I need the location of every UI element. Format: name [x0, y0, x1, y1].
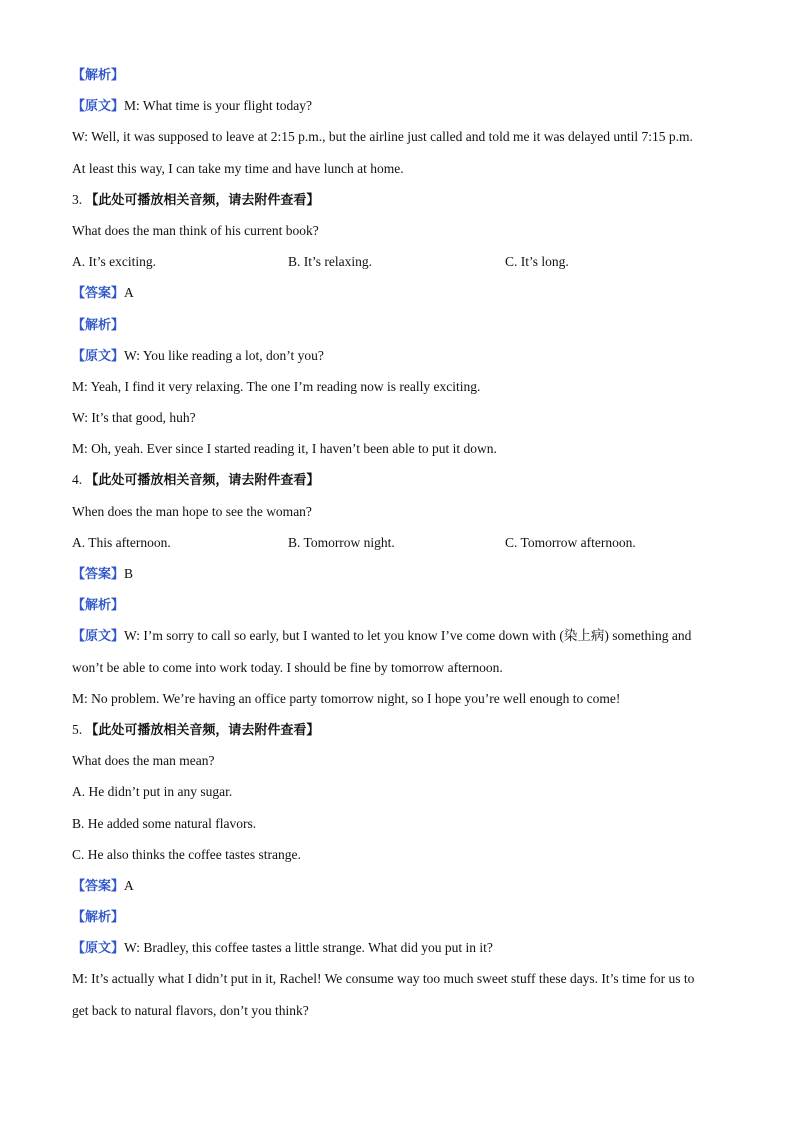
analysis-tag: 【解析】 — [72, 68, 125, 83]
option-text: B. He added some natural flavors. — [72, 815, 257, 831]
option-b — [72, 813, 732, 844]
transcript-tag: 【原文】 — [72, 348, 125, 364]
analysis-heading — [72, 64, 732, 95]
question-number: 3. — [72, 191, 83, 207]
transcript-text: won’t be able to come into work today. I should be fine by tomorrow afternoon. — [72, 659, 503, 675]
question-text — [72, 501, 732, 532]
option-a — [72, 781, 732, 812]
transcript-line — [72, 95, 732, 126]
analysis-tag: 【解析】 — [72, 317, 125, 333]
answer-line — [72, 282, 732, 313]
answer-value: A — [124, 285, 134, 301]
transcript-text: W: I’m sorry to call so early, but I wanted to let you know I’ve come down with (染上病) something and — [124, 628, 692, 644]
answer-value: A — [124, 877, 134, 893]
analysis-tag: 【解析】 — [72, 910, 125, 926]
audio-note: 【此处可播放相关音频，请去附件查看】 — [85, 192, 320, 208]
transcript-line — [72, 657, 732, 688]
answer-line — [72, 875, 732, 906]
question-stem: When does the man hope to see the woman? — [72, 503, 312, 519]
question-stem: What does the man mean? — [72, 753, 215, 769]
document-page — [72, 64, 732, 1031]
question-header — [72, 469, 732, 500]
transcript-text: get back to natural flavors, don’t you think? — [72, 1002, 309, 1018]
transcript-text: M: What time is your flight today? — [124, 98, 312, 114]
option-c — [72, 844, 732, 875]
transcript-line — [72, 625, 732, 656]
analysis-heading — [72, 314, 732, 345]
transcript-line — [72, 376, 732, 407]
question-header — [72, 719, 732, 750]
transcript-tag: 【原文】 — [72, 629, 125, 645]
transcript-line — [72, 968, 732, 999]
transcript-text: At least this way, I can take my time and have lunch at home. — [72, 160, 404, 176]
transcript-text: W: Well, it was supposed to leave at 2:15 p.m., but the airline just called and told me it was delayed until 7:15 p.m. — [72, 129, 693, 145]
transcript-line — [72, 126, 732, 157]
transcript-text: W: You like reading a lot, don’t you? — [124, 347, 324, 363]
answer-tag: 【答案】 — [72, 567, 125, 582]
answer-tag: 【答案】 — [72, 286, 125, 302]
question-text — [72, 220, 732, 251]
question-number: 5. — [72, 721, 83, 737]
answer-value: B — [124, 566, 134, 581]
transcript-tag: 【原文】 — [72, 941, 125, 957]
option-a: A. It’s exciting. — [72, 254, 156, 270]
question-header — [72, 189, 732, 220]
answer-line — [72, 563, 732, 594]
transcript-line — [72, 407, 732, 438]
transcript-line — [72, 937, 732, 968]
option-c: C. It’s long. — [505, 254, 569, 270]
question-text — [72, 750, 732, 781]
transcript-tag: 【原文】 — [72, 99, 125, 115]
option-text: A. He didn’t put in any sugar. — [72, 784, 233, 800]
transcript-line — [72, 1000, 732, 1031]
analysis-heading — [72, 906, 732, 937]
analysis-tag: 【解析】 — [72, 598, 125, 614]
question-number: 4. — [72, 472, 83, 488]
audio-note: 【此处可播放相关音频，请去附件查看】 — [85, 473, 320, 489]
analysis-heading — [72, 594, 732, 625]
transcript-text: W: It’s that good, huh? — [72, 410, 196, 426]
option-text: C. He also thinks the coffee tastes strange. — [72, 846, 301, 862]
option-b: B. Tomorrow night. — [288, 534, 395, 550]
question-stem: What does the man think of his current book? — [72, 222, 319, 238]
transcript-text: W: Bradley, this coffee tastes a little strange. What did you put in it? — [124, 940, 493, 956]
transcript-text: M: No problem. We’re having an office party tomorrow night, so I hope you’re well enough to come! — [72, 690, 621, 706]
option-b: B. It’s relaxing. — [288, 254, 372, 270]
transcript-line — [72, 688, 732, 719]
option-row — [72, 532, 732, 563]
transcript-text: M: It’s actually what I didn’t put in it, Rachel! We consume way too much sweet stuff these days. It’s time for us to — [72, 971, 695, 987]
transcript-text: M: Yeah, I find it very relaxing. The one I’m reading now is really exciting. — [72, 378, 481, 394]
transcript-line — [72, 345, 732, 376]
answer-tag: 【答案】 — [72, 878, 125, 894]
transcript-line — [72, 158, 732, 189]
audio-note: 【此处可播放相关音频，请去附件查看】 — [85, 722, 320, 738]
transcript-line — [72, 438, 732, 469]
option-row — [72, 251, 732, 282]
option-c: C. Tomorrow afternoon. — [505, 534, 636, 550]
transcript-text: M: Oh, yeah. Ever since I started reading it, I haven’t been able to put it down. — [72, 441, 497, 457]
option-a: A. This afternoon. — [72, 534, 171, 550]
